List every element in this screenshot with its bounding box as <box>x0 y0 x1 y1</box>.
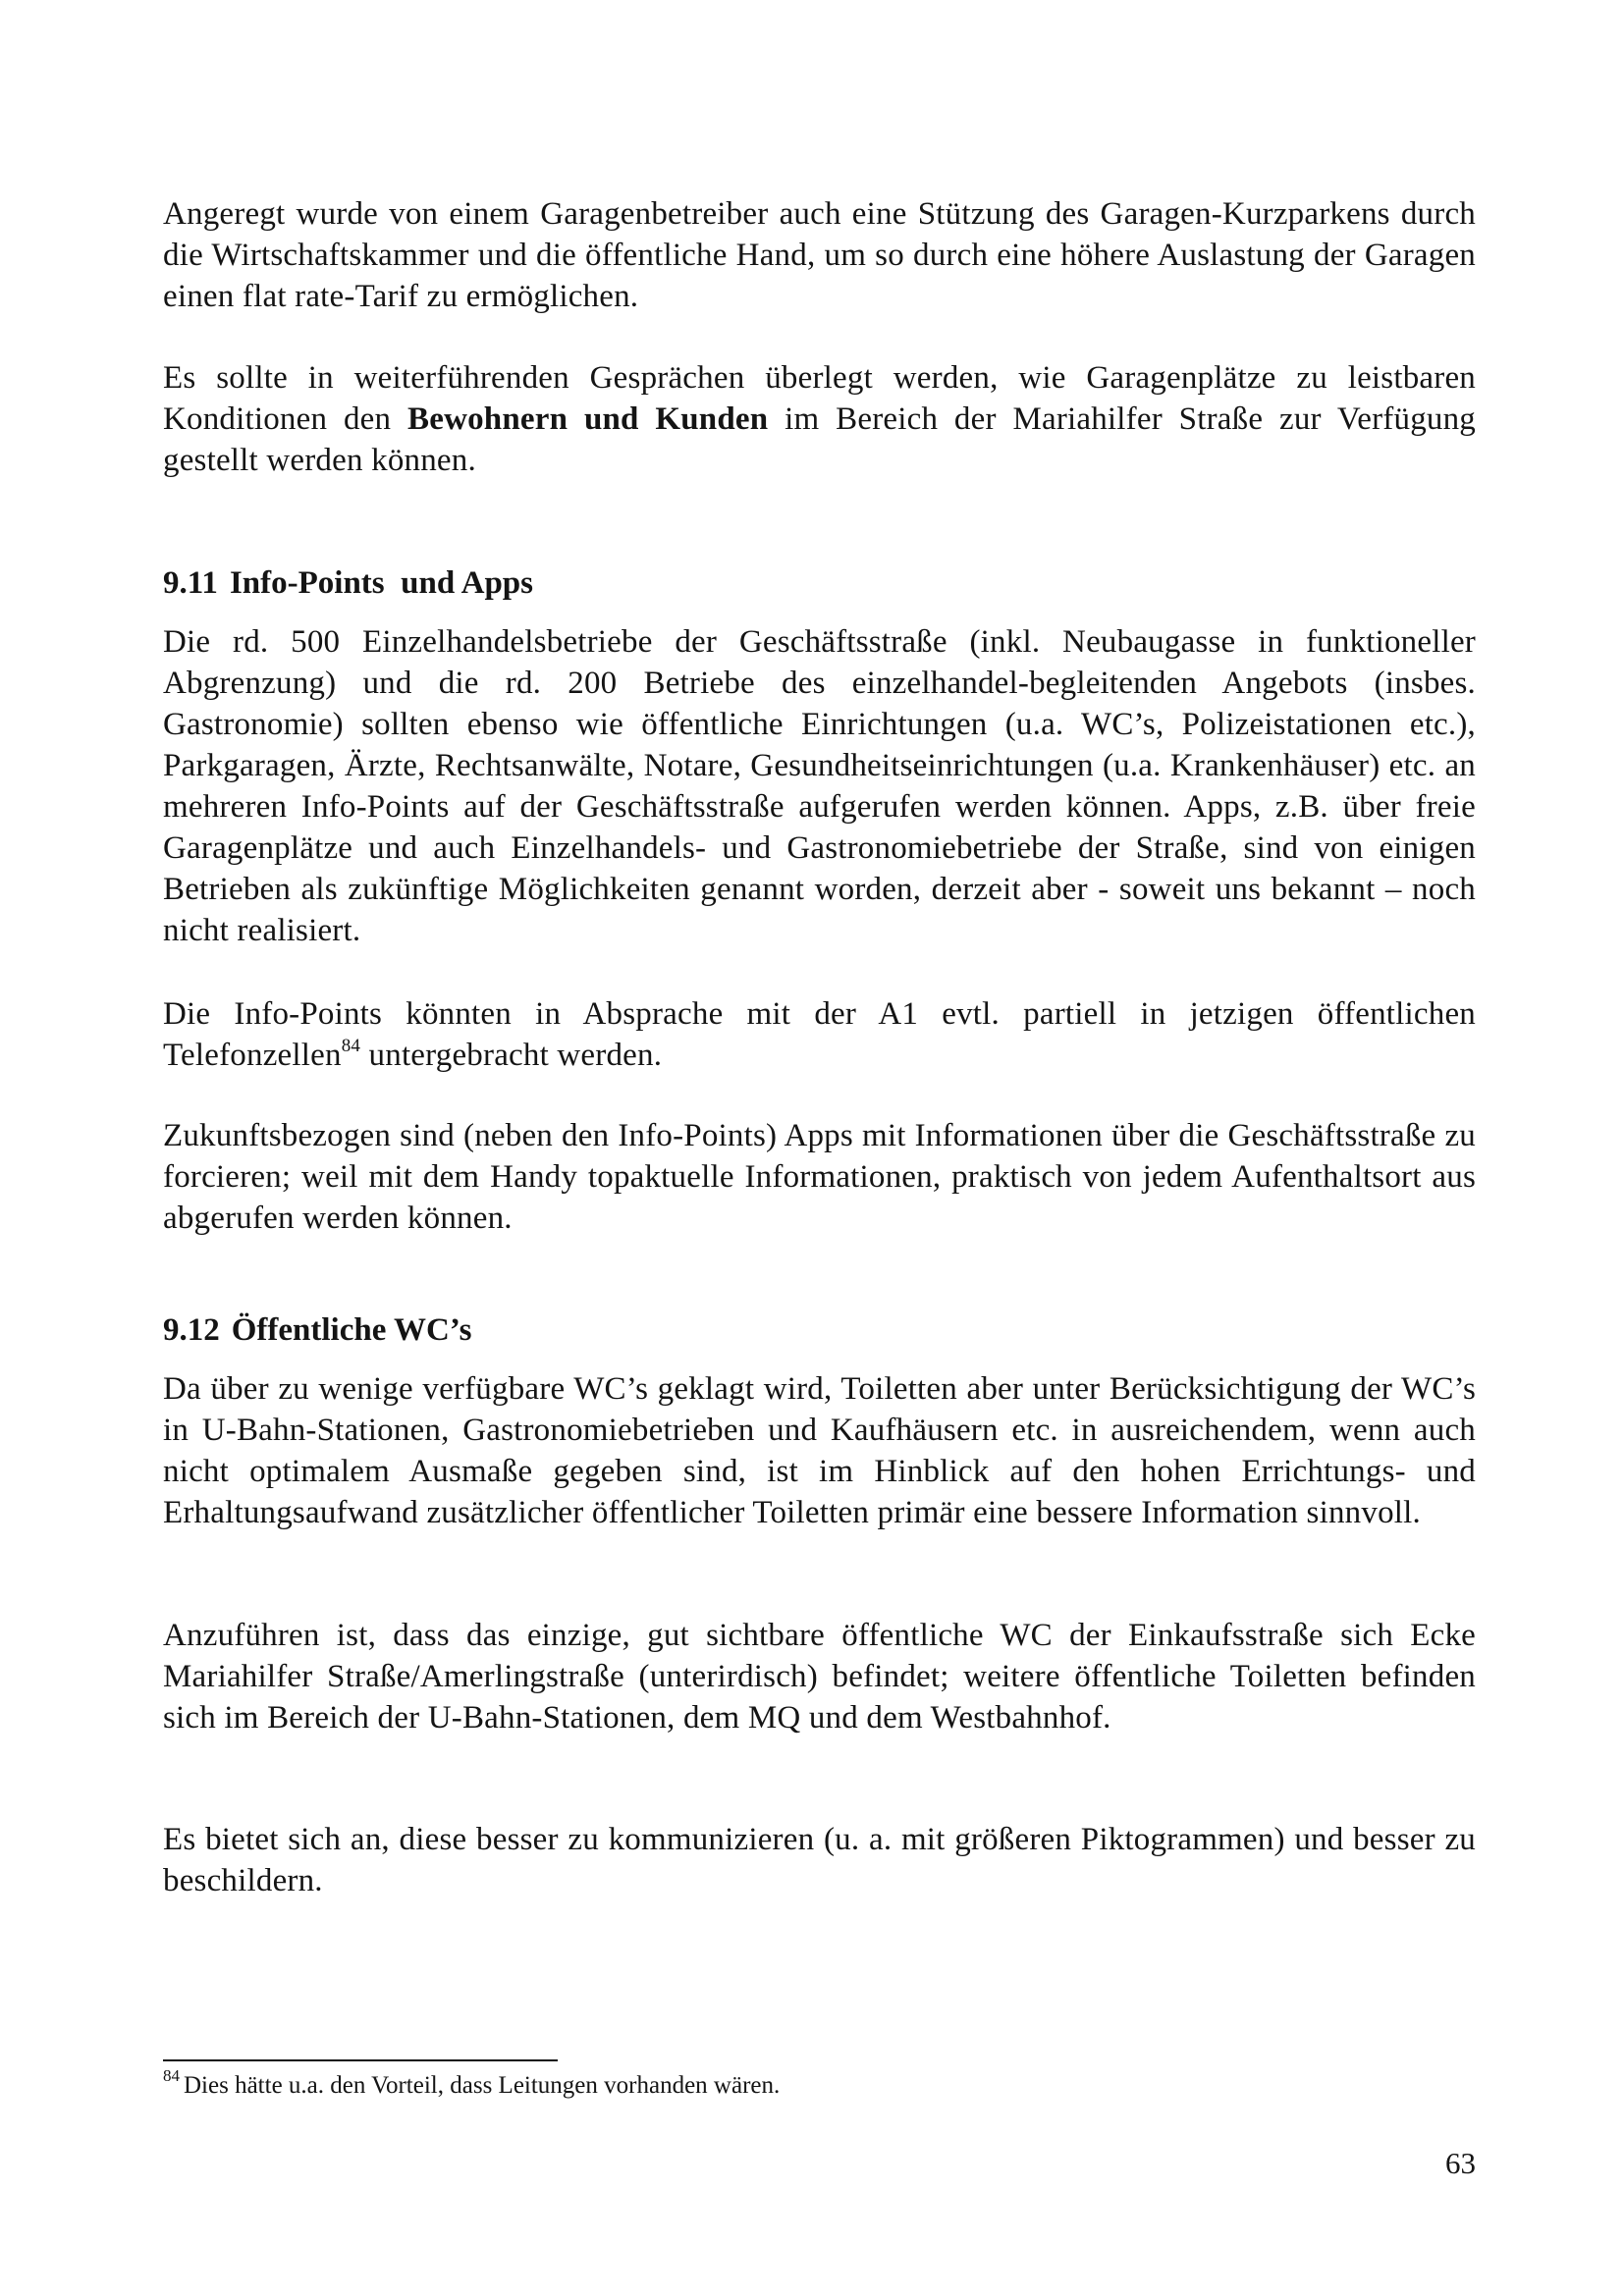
footnote-reference[interactable]: 84 <box>341 1036 361 1056</box>
section-title: Info-Points und Apps <box>229 565 533 601</box>
paragraph-text: im Bereich der Mariahilfer Straße zur Verfügung gestellt werden können. <box>163 401 1476 478</box>
paragraph-wc-signage: Es bietet sich an, diese besser zu kommunizieren (u. a. mit größeren Piktogrammen) und besser zu beschildern. <box>163 1822 1476 1898</box>
section-number: 9.11 <box>163 565 218 601</box>
paragraph-wc-locations: Anzuführen ist, dass das einzige, gut sichtbare öffentliche WC der Einkaufsstraße sich Ecke Mariahilfer Straße/Amerlingstraße (unterirdisch) befindet; weitere öffentliche Toiletten befinden sich im Bereich der U-Bahn-Stationen, dem MQ und dem Westbahnhof. <box>163 1618 1476 1735</box>
paragraph-garage-support: Angeregt wurde von einem Garagenbetreiber auch eine Stützung des Garagen-Kurzparkens durch die Wirtschaftskammer und die öffentliche Hand, um so durch eine höhere Auslastung der Garagen einen flat rate-Tarif zu ermöglichen. <box>163 196 1476 314</box>
section-number: 9.12 <box>163 1312 220 1348</box>
section-title: Öffentliche WC’s <box>231 1312 472 1348</box>
paragraph-wc-information: Da über zu wenige verfügbare WC’s geklagt wird, Toiletten aber unter Berücksichtigung der WC’s in U-Bahn-Stationen, Gastronomiebetrieben und Kaufhäusern etc. in ausreichendem, wenn auch nicht optimalem Ausmaße gegeben sind, ist im Hinblick auf den hohen Errichtungs- und Erhaltungsaufwand zusätzlicher öffentlicher Toiletten primär eine bessere Information sinnvoll. <box>163 1371 1476 1530</box>
paragraph-apps: Zukunftsbezogen sind (neben den Info-Points) Apps mit Informationen über die Geschäftsstraße zu forcieren; weil mit dem Handy topaktuelle Informationen, praktisch von jedem Aufenthaltsort aus abgerufen werden können. <box>163 1118 1476 1236</box>
page-number: 63 <box>1445 2146 1476 2180</box>
section-heading-9-12 <box>163 1309 471 1351</box>
paragraph-text: Die Info-Points könnten in Absprache mit der A1 evtl. partiell in jetzigen öffentlichen Telefonzellen <box>163 996 1476 1073</box>
paragraph-text: untergebracht werden. <box>360 1038 663 1073</box>
bold-phrase: Bewohnern und Kunden <box>407 401 769 437</box>
paragraph-telefonzellen <box>163 993 1476 1076</box>
paragraph-info-points: Die rd. 500 Einzelhandelsbetriebe der Geschäftsstraße (inkl. Neubaugasse in funktioneller Abgrenzung) und die rd. 200 Betriebe des einzelhandel-begleitenden Angebots (insbes. Gastronomie) sollten ebenso wie öffentliche Einrichtungen (u.a. WC’s, Polizeistationen etc.), Parkgaragen, Ärzte, Rechtsanwälte, Notare, Gesundheitseinrichtungen (u.a. Krankenhäuser) etc. an mehreren Info-Points auf der Geschäftsstraße aufgerufen werden können. Apps, z.B. über freie Garagenplätze und auch Einzelhandels- und Gastronomiebetriebe der Straße, sind von einigen Betrieben als zukünftige Möglichkeiten genannt worden, derzeit aber - soweit uns bekannt – noch nicht realisiert. <box>163 624 1476 948</box>
footnote-number: 84 <box>163 2066 180 2085</box>
paragraph-text: Es sollte in weiterführenden Gesprächen überlegt werden, wie Garagenplätze zu leistbaren Konditionen den <box>163 360 1476 437</box>
footnote-divider <box>163 2059 558 2061</box>
footnote-text: Dies hätte u.a. den Vorteil, dass Leitungen vorhanden wären. <box>184 2072 781 2099</box>
section-heading-9-11 <box>163 562 533 604</box>
paragraph-garage-residents <box>163 357 1476 481</box>
footnote <box>163 2068 780 2104</box>
